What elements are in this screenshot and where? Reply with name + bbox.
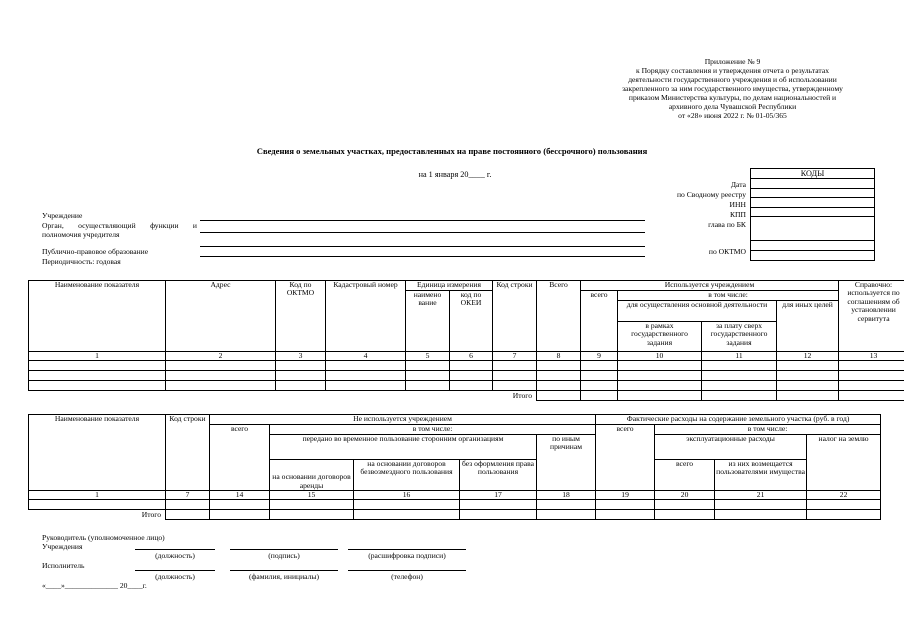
authority-underline[interactable] [200,232,645,233]
table-cell[interactable] [596,500,655,510]
table-cell[interactable] [618,381,702,391]
table-cell[interactable] [276,371,326,381]
codes-header: КОДЫ [751,169,875,179]
table-cell[interactable] [702,361,777,371]
header-actual-total: всего [596,425,655,491]
total-cell[interactable] [655,510,715,520]
col-number: 19 [596,491,655,500]
col-number: 22 [807,491,881,500]
table-cell[interactable] [702,381,777,391]
total-spacer [29,391,493,401]
label-date: Дата [730,180,746,189]
code-kpp-cell[interactable] [751,207,875,217]
header-other: для иных целей [777,301,839,352]
appendix-line: Приложение № 9 [704,57,761,66]
col-number: 3 [276,352,326,361]
codes-table [750,168,875,261]
authority-word: и [192,221,197,230]
table-cell[interactable] [537,500,596,510]
name-caption: (фамилия, инициалы) [248,572,319,581]
col-number: 2 [166,352,276,361]
table-cell[interactable] [450,361,493,371]
label-inn: ИНН [729,200,746,209]
header-including: в том числе: [618,291,839,301]
header-no-rights: без оформления права пользования [460,460,537,491]
header-lease: на основании договоров аренды [270,460,354,491]
header-unit-name: наимено вание [406,291,450,352]
table-cell[interactable] [807,500,881,510]
signature-date: «____»______________ 20____г. [42,581,147,590]
table-cell[interactable] [537,371,581,381]
authority-word: Орган, [42,221,64,230]
header-free-use: на основании договоров безвозмездного пользования [354,460,460,491]
table-cell[interactable] [839,361,904,371]
authority-word: функции [150,221,179,230]
header-other-reasons: по иным причинам [537,435,596,491]
authority-label-line2: полномочия учредителя [42,230,120,239]
col-number: 10 [618,352,702,361]
total-cell[interactable] [807,510,881,520]
col-number: 7 [493,352,537,361]
header-cadastral: Кадастровый номер [326,281,406,352]
head-signature-line[interactable] [230,549,338,550]
table-cell[interactable] [493,381,537,391]
table-cell[interactable] [460,500,537,510]
table-cell[interactable] [210,500,270,510]
total-cell[interactable] [166,510,210,520]
table-cell[interactable] [29,361,166,371]
header-address: Адрес [166,281,276,352]
label-kpp: КПП [729,210,746,219]
col-number: 5 [406,352,450,361]
executor-phone-line[interactable] [348,570,466,571]
header-reference: Справочно: используется по соглашениям об установлении сервитута [839,281,904,352]
table-cell[interactable] [777,371,839,381]
table-cell[interactable] [777,381,839,391]
total-cell[interactable] [581,391,618,401]
signature-caption: (подпись) [268,551,300,560]
col-number: 9 [581,352,618,361]
executor-name-line[interactable] [230,570,338,571]
total-cell[interactable] [777,391,839,401]
header-total: Всего [537,281,581,352]
appendix-line: от «28» июня 2022 г. № 01-05/365 [678,111,787,120]
header-row-code: Код строки [166,415,210,491]
executor-label: Исполнитель [42,561,85,570]
label-bk: глава по БК [708,220,746,229]
label-oktmo: по ОКТМО [708,247,746,256]
col-number: 21 [715,491,807,500]
document-title: Сведения о земельных участках, предоставленных на праве постоянного (бессрочного) пользования [256,146,648,156]
table-cell[interactable] [276,361,326,371]
table-cell[interactable] [655,500,715,510]
col-number: 14 [210,491,270,500]
table-cell[interactable] [326,371,406,381]
table-cell[interactable] [406,361,450,371]
code-oktmo-cell[interactable] [751,241,875,251]
total-cell[interactable] [715,510,807,520]
header-not-used: Не используется учреждением [210,415,596,425]
total-cell[interactable] [270,510,354,520]
header-row-code: Код строки [493,281,537,352]
table-cell[interactable] [450,371,493,381]
code-empty-cell[interactable] [751,250,875,260]
table-row [29,371,904,381]
table-cell[interactable] [581,381,618,391]
header-name: Наименование показателя [29,281,166,352]
table-cell[interactable] [493,361,537,371]
appendix-line: приказом Министерства культуры, по делам национальностей и [628,93,837,102]
table-row [29,381,904,391]
table-cell[interactable] [354,500,460,510]
header-operating: эксплуатационные расходы [655,435,807,460]
col-number: 8 [537,352,581,361]
code-registry-cell[interactable] [751,188,875,198]
appendix-line: деятельности государственного учреждения и об использовании [628,75,837,84]
table-cell[interactable] [406,371,450,381]
header-unit-code: код по ОКЕИ [450,291,493,352]
col-number: 1 [29,491,166,500]
table-cell[interactable] [839,371,904,381]
header-not-used-total: всего [210,425,270,491]
table-cell[interactable] [29,371,166,381]
col-number: 6 [450,352,493,361]
authority-word: осуществляющий [78,221,136,230]
total-cell[interactable] [210,510,270,520]
authority-underline-2[interactable] [200,246,645,247]
total-cell[interactable] [537,391,581,401]
col-number: 11 [702,352,777,361]
col-number: 15 [270,491,354,500]
institution-label: Учреждение [42,211,83,220]
table-cell[interactable] [581,361,618,371]
table-row [29,361,904,371]
table-cell[interactable] [839,381,904,391]
total-row [29,510,881,520]
head-decoding-line[interactable] [348,549,466,550]
table-cell[interactable] [326,381,406,391]
header-actual-including: в том числе: [655,425,881,435]
total-cell[interactable] [596,510,655,520]
position-caption: (должность) [155,551,195,560]
table-cell[interactable] [166,371,276,381]
head-position-line[interactable] [135,549,215,550]
header-transferred: передано во временное пользование сторонним организациям [270,435,537,460]
total-label: Итого [141,509,161,519]
header-oktmo: Код по ОКТМО [276,281,326,352]
code-date-cell[interactable] [751,179,875,189]
table-cell[interactable] [406,381,450,391]
total-cell[interactable] [460,510,537,520]
land-not-used-table [28,414,881,520]
table-cell[interactable] [537,381,581,391]
col-number: 12 [777,352,839,361]
phone-caption: (телефон) [391,572,423,581]
decoding-caption: (расшифровка подписи) [368,551,446,560]
total-cell[interactable] [354,510,460,520]
label-registry: по Сводному реестру [676,190,746,199]
appendix-line: архивного дела Чувашской Республики [668,102,797,111]
table-cell[interactable] [581,371,618,381]
table-cell[interactable] [493,371,537,381]
appendix-line: к Порядку составления и утверждения отчета о результатах [635,66,830,75]
table-cell[interactable] [702,371,777,381]
col-number: 13 [839,352,904,361]
header-unit: Единица измерения [406,281,493,291]
col-number: 20 [655,491,715,500]
col-number: 7 [166,491,210,500]
table-row [29,500,881,510]
header-paid: за плату сверх государственного задания [702,322,777,352]
institution-underline[interactable] [200,220,645,221]
code-bk-cell[interactable] [751,217,875,241]
header-reimbursed: из них возмещается пользователями имущества [715,460,807,491]
header-including: в том числе: [270,425,596,435]
report-date: на 1 января 20____ г. [418,170,492,179]
periodicity-label: Периодичность: годовая [42,257,121,266]
total-cell[interactable] [618,391,702,401]
position-caption: (должность) [155,572,195,581]
total-cell[interactable] [702,391,777,401]
table-cell[interactable] [326,361,406,371]
total-label: Итого [512,390,533,400]
header-actual-expenses: Фактические расходы на содержание земельного участка (руб. в год) [596,415,881,425]
table-cell[interactable] [715,500,807,510]
header-name: Наименование показателя [29,415,166,491]
public-entity-label: Публично-правовое образование [42,247,149,256]
table-cell[interactable] [618,361,702,371]
header-state-task: в рамках государственного задания [618,322,702,352]
total-cell[interactable] [537,510,596,520]
col-number: 1 [29,352,166,361]
table-cell[interactable] [29,500,166,510]
table-cell[interactable] [270,500,354,510]
header-main-activity: для осуществления основной деятельности [618,301,777,322]
col-number: 4 [326,352,406,361]
table-cell[interactable] [276,381,326,391]
col-number: 17 [460,491,537,500]
col-number: 16 [354,491,460,500]
appendix-note [590,57,875,120]
table-cell[interactable] [537,361,581,371]
table-cell[interactable] [166,381,276,391]
table-cell[interactable] [29,381,166,391]
table-cell[interactable] [618,371,702,381]
total-row [29,391,904,401]
table-cell[interactable] [166,361,276,371]
land-used-table [28,280,904,401]
head-label-line2: Учреждения [42,542,83,551]
header-used: Используется учреждением [581,281,839,291]
table-cell[interactable] [166,500,210,510]
header-land-tax: налог на землю [807,435,881,491]
col-number: 18 [537,491,596,500]
appendix-line: закрепленного за ним государственного имущества, утвержденному [622,84,843,93]
header-used-total: всего [581,291,618,352]
code-inn-cell[interactable] [751,198,875,208]
table-cell[interactable] [450,381,493,391]
table-cell[interactable] [777,361,839,371]
public-entity-underline[interactable] [200,256,645,257]
executor-position-line[interactable] [135,570,215,571]
total-cell[interactable] [839,391,904,401]
header-op-total: всего [655,460,715,491]
head-label-line1: Руководитель (уполномоченное лицо) [42,533,165,542]
